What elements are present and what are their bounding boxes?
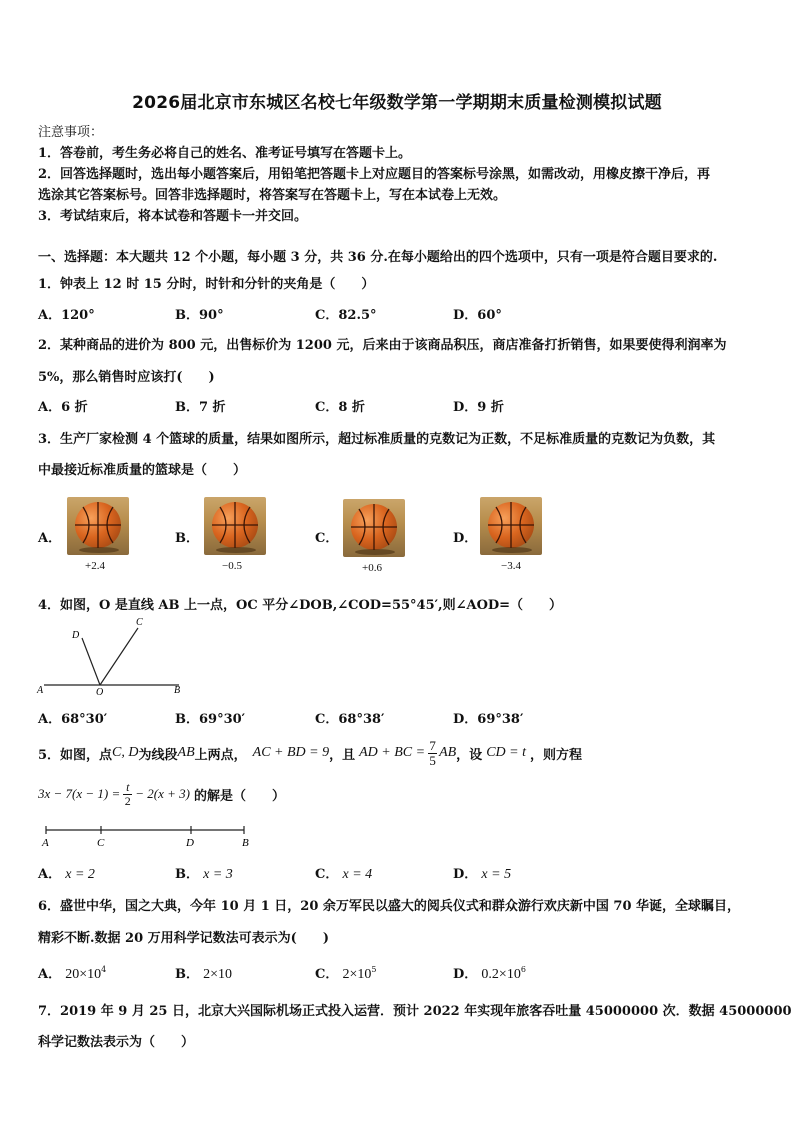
point-a-label: A — [37, 685, 44, 696]
point-a-label: A — [42, 837, 49, 849]
q5-option-a[interactable] — [38, 863, 95, 883]
point-d-label: D — [186, 837, 194, 849]
option-letter: C． — [315, 867, 339, 882]
q3-option-c[interactable]: C． — [315, 531, 339, 546]
q2-option-c[interactable]: C．8 折 — [315, 400, 365, 415]
angle-figure — [34, 612, 194, 696]
option-letter: D． — [453, 967, 478, 982]
q5-option-d[interactable] — [453, 863, 511, 883]
q5-text: 5．如图，点 — [38, 747, 113, 763]
point-c-label: C — [97, 837, 105, 849]
q5-eqn-fraction — [123, 781, 132, 808]
q4-option-a[interactable]: A．68°30′ — [38, 712, 108, 727]
q5-text: 的解是（ ） — [194, 788, 286, 804]
q5-equation-2: AD + BC = — [359, 745, 426, 760]
question-1-stem: 1．钟表上 12 时 15 分时，时针和分针的夹角是（ ） — [38, 277, 375, 292]
option-value: 2×10 — [203, 967, 233, 982]
question-2-stem: 2．某种商品的进价为 800 元，出售标价为 1200 元，后来由于该商品积压，商店准备打折销售，如果要使得利润率为 — [38, 338, 727, 353]
notice-item: 3．考试结束后，将本试卷和答题卡一并交回。 — [38, 209, 308, 224]
q6-option-d[interactable] — [453, 963, 526, 983]
question-7-stem-cont: 科学记数法表示为（ ） — [38, 1035, 195, 1050]
option-value: 0.2×10 — [481, 967, 521, 982]
option-value: x = 2 — [65, 867, 95, 882]
question-2-stem-cont: 5%，那么销售时应该打( ) — [38, 370, 215, 385]
option-value: x = 5 — [481, 867, 512, 882]
option-exponent: 4 — [101, 965, 107, 974]
page-title: 2026届北京市东城区名校七年级数学第一学期期末质量检测模拟试题 — [132, 93, 662, 113]
option-letter: D． — [453, 867, 478, 882]
notice-item: 1．答卷前，考生务必将自己的姓名、准考证号填写在答题卡上。 — [38, 146, 412, 161]
q5-text: ，设 — [456, 747, 483, 763]
q4-option-c[interactable]: C．68°38′ — [315, 712, 385, 727]
point-o-label: O — [96, 687, 104, 696]
question-3-stem-cont: 中最接近标准质量的篮球是（ ） — [38, 463, 247, 478]
q5-text: 上两点， — [194, 747, 247, 763]
option-letter: B． — [175, 867, 199, 882]
question-3-stem: 3．生产厂家检测 4 个篮球的质量，结果如图所示，超过标准质量的克数记为正数，不足标准质量的克数记为负数，其 — [38, 432, 716, 447]
point-b-label: B — [242, 837, 249, 849]
notice-item: 2．回答选择题时，选出每小题答案后，用铅笔把答题卡上对应题目的答案标号涂黑，如需改动，用橡皮擦干净后，再 — [38, 167, 711, 182]
q5-option-b[interactable] — [175, 863, 233, 883]
option-letter: C． — [315, 967, 339, 982]
q5-eqn-left: 3x − 7(x − 1) = — [38, 786, 121, 801]
q5-segment: AB — [439, 745, 457, 760]
question-6-stem: 6．盛世中华，国之大典，今年 10 月 1 日，20 余万军民以盛大的阅兵仪式和群众游行欢庆新中国 70 华诞，全球瞩目， — [38, 899, 741, 914]
question-6-stem-cont: 精彩不断.数据 20 万用科学记数法可表示为( ) — [38, 931, 329, 946]
segment-figure — [38, 818, 258, 850]
q5-text: 为线段 — [138, 747, 178, 763]
q5-equation-3: CD = t — [486, 745, 526, 760]
fraction-numerator: 7 — [429, 737, 436, 753]
question-7-stem: 7．2019 年 9 月 25 日，北京大兴国际机场正式投入运营．预计 2022 年实现年旅客吞吐量 45000000 次．数据 45000000 — [38, 1004, 792, 1019]
question-4-stem: 4．如图，O 是直线 AB 上一点，OC 平分∠DOB,∠COD=55°45′,则∠AOD=（ ） — [38, 598, 563, 613]
q1-option-d[interactable]: D．60° — [453, 308, 502, 323]
section-heading: 一、选择题：本大题共 12 个小题，每小题 3 分，共 36 分.在每小题给出的四个选项中，只有一项是符合题目要求的. — [38, 250, 718, 265]
ball-label: −0.5 — [222, 560, 242, 572]
q2-option-a[interactable]: A．6 折 — [38, 400, 88, 415]
option-value: x = 4 — [342, 867, 373, 882]
basketball-image — [343, 499, 405, 557]
q5-segment: AB — [177, 745, 195, 760]
option-exponent: 6 — [520, 965, 526, 974]
option-letter: A． — [38, 967, 62, 982]
q1-option-a[interactable]: A．120° — [38, 308, 95, 323]
option-letter: B． — [175, 967, 199, 982]
ball-label: −3.4 — [501, 560, 521, 572]
q4-option-b[interactable]: B．69°30′ — [175, 712, 246, 727]
q3-option-a[interactable]: A． — [38, 531, 62, 546]
fraction-denominator: 2 — [124, 793, 131, 808]
q5-text: ，则方程 — [529, 747, 582, 763]
basketball-image — [67, 497, 129, 555]
option-value: 2×10 — [342, 967, 372, 982]
notice-heading: 注意事项： — [38, 125, 104, 140]
q2-option-d[interactable]: D．9 折 — [453, 400, 504, 415]
ball-label: +0.6 — [362, 562, 382, 574]
q5-text: ，且 — [329, 747, 356, 763]
point-d-label: D — [72, 630, 80, 641]
q6-option-a[interactable] — [38, 963, 106, 983]
ball-label: +2.4 — [85, 560, 105, 572]
option-value: 20×10 — [65, 967, 102, 982]
option-letter: A． — [38, 867, 62, 882]
q5-equation-line — [38, 777, 285, 811]
notice-item: 选涂其它答案标号。回答非选择题时，将答案写在答题卡上，写在本试卷上无效。 — [38, 188, 507, 203]
point-c-label: C — [136, 617, 143, 628]
point-b-label: B — [174, 685, 181, 696]
q5-eqn-right: − 2(x + 3) — [135, 786, 190, 801]
option-exponent: 5 — [371, 965, 377, 974]
q6-option-b[interactable] — [175, 963, 232, 983]
q5-fraction — [428, 739, 437, 768]
q5-equation-1: AC + BD = 9 — [252, 745, 330, 760]
basketball-image — [480, 497, 542, 555]
basketball-image — [204, 497, 266, 555]
q1-option-b[interactable]: B．90° — [175, 308, 224, 323]
q5-option-c[interactable] — [315, 863, 372, 883]
question-5-stem — [38, 736, 582, 770]
q5-points: C, D — [112, 745, 139, 760]
q3-option-b[interactable]: B． — [175, 531, 199, 546]
q4-option-d[interactable]: D．69°38′ — [453, 712, 524, 727]
fraction-denominator: 5 — [429, 752, 436, 768]
q1-option-c[interactable]: C．82.5° — [315, 308, 377, 323]
q3-option-d[interactable]: D． — [453, 531, 478, 546]
fraction-numerator: t — [126, 779, 130, 794]
option-value: x = 3 — [203, 867, 233, 882]
q6-option-c[interactable] — [315, 963, 377, 983]
q2-option-b[interactable]: B．7 折 — [175, 400, 226, 415]
